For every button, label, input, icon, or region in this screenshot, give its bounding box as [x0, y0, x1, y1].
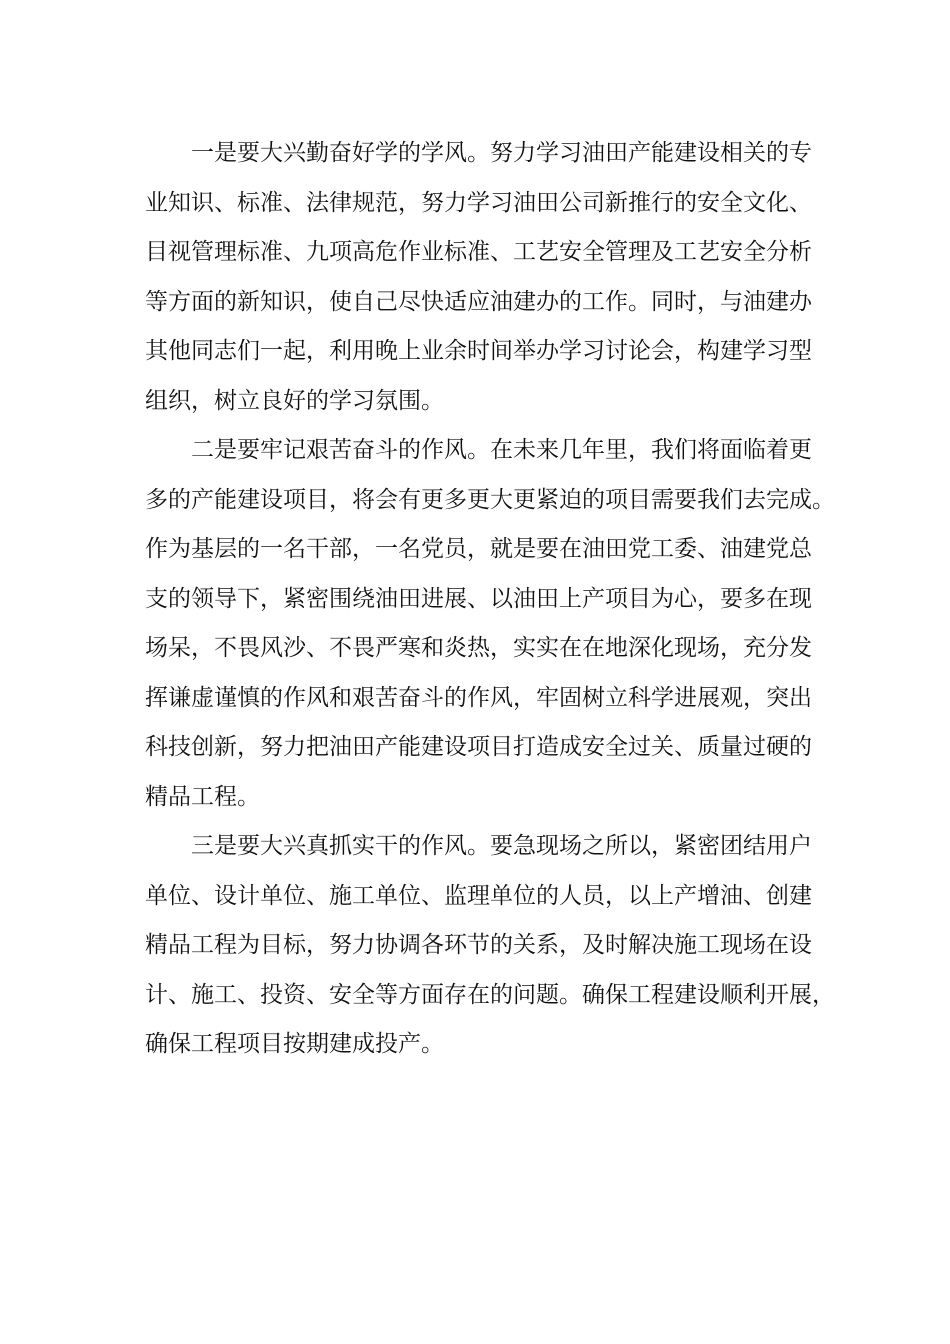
text-line: 精品工程为目标，努力协调各环节的关系，及时解决施工现场在设 — [145, 932, 812, 958]
text-line: 多的产能建设项目，将会有更多更大更紧迫的项目需要我们去完成。 — [145, 486, 835, 513]
text-line: 业知识、标准、法律规范，努力学习油田公司新推行的安全文化、 — [145, 189, 812, 216]
paragraph-practical-style — [145, 822, 835, 1070]
text-line: 支的领导下，紧密围绕油田进展、以油田上产项目为心，要多在现 — [145, 585, 812, 612]
text-line: 作为基层的一名干部，一名党员，就是要在油田党工委、油建党总 — [145, 536, 812, 562]
text-line: 其他同志们一起，利用晚上业余时间举办学习讨论会，构建学习型 — [145, 338, 812, 364]
text-line: 目视管理标准、九项高危作业标准、工艺安全管理及工艺安全分析 — [145, 239, 812, 265]
text-line: 二是要牢记艰苦奋斗的作风。在未来几年里，我们将面临着更 — [191, 437, 812, 463]
text-line: 单位、设计单位、施工单位、监理单位的人员，以上产增油、创建 — [145, 882, 812, 909]
paragraph-hard-work-style — [145, 426, 835, 822]
text-line: 确保工程项目按期建成投产。 — [145, 1031, 444, 1057]
text-line: 科技创新，努力把油田产能建设项目打造成安全过关、质量过硬的 — [145, 734, 812, 760]
text-line: 场呆，不畏风沙、不畏严寒和炎热，实实在在地深化现场，充分发 — [145, 635, 812, 661]
text-line: 组织，树立良好的学习氛围。 — [145, 387, 444, 414]
text-line: 精品工程。 — [145, 783, 260, 810]
document-body — [145, 129, 835, 1070]
text-line: 计、施工、投资、安全等方面存在的问题。确保工程建设顺利开展， — [145, 981, 835, 1008]
text-line: 挥谦虚谨慎的作风和艰苦奋斗的作风，牢固树立科学进展观，突出 — [145, 684, 812, 711]
text-line: 三是要大兴真抓实干的作风。要急现场之所以，紧密团结用户 — [191, 833, 812, 859]
text-line: 一是要大兴勤奋好学的学风。努力学习油田产能建设相关的专 — [191, 140, 812, 166]
paragraph-study-style — [145, 129, 810, 426]
text-line: 等方面的新知识，使自己尽快适应油建办的工作。同时，与油建办 — [145, 288, 812, 315]
